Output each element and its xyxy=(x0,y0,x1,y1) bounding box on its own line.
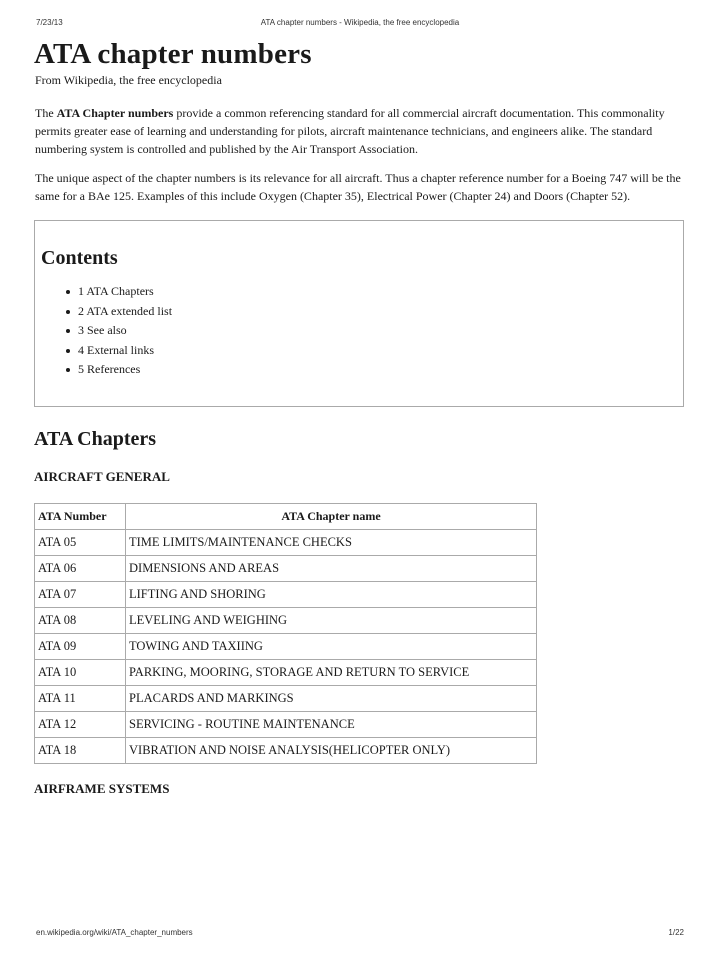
print-url: en.wikipedia.org/wiki/ATA_chapter_numbers xyxy=(36,928,193,937)
toc-title: Contents xyxy=(41,247,118,269)
page-title: ATA chapter numbers xyxy=(34,38,312,70)
toc-list xyxy=(41,282,683,380)
table-row xyxy=(35,660,537,686)
chapter-name-cell: DIMENSIONS AND AREAS xyxy=(126,556,537,582)
chapter-name-cell: PLACARDS AND MARKINGS xyxy=(126,686,537,712)
table-row xyxy=(35,530,537,556)
subheading-aircraft-general: AIRCRAFT GENERAL xyxy=(34,469,170,484)
header-ata-chapter-name: ATA Chapter name xyxy=(126,504,537,530)
toc-item-references[interactable]: 5 References xyxy=(78,360,683,380)
print-header xyxy=(36,18,684,30)
ata-number-cell: ATA 12 xyxy=(35,712,126,738)
table-row xyxy=(35,556,537,582)
toc-item-see-also[interactable]: 3 See also xyxy=(78,321,683,341)
table-row xyxy=(35,582,537,608)
ata-number-cell: ATA 10 xyxy=(35,660,126,686)
table-row xyxy=(35,712,537,738)
table-header-row xyxy=(35,504,537,530)
chapter-name-cell: TOWING AND TAXIING xyxy=(126,634,537,660)
subheading-airframe-systems: AIRFRAME SYSTEMS xyxy=(34,781,170,796)
toc-item-external-links[interactable]: 4 External links xyxy=(78,341,683,361)
print-footer xyxy=(36,928,684,940)
article-content xyxy=(34,34,686,798)
toc-item-ata-chapters[interactable]: 1 ATA Chapters xyxy=(78,282,683,302)
intro-paragraph xyxy=(35,104,686,158)
chapter-name-cell: LIFTING AND SHORING xyxy=(126,582,537,608)
chapter-name-cell: TIME LIMITS/MAINTENANCE CHECKS xyxy=(126,530,537,556)
ata-number-cell: ATA 11 xyxy=(35,686,126,712)
ata-number-cell: ATA 18 xyxy=(35,738,126,764)
table-of-contents xyxy=(34,220,684,407)
ata-number-cell: ATA 06 xyxy=(35,556,126,582)
second-paragraph: The unique aspect of the chapter numbers is its relevance for all aircraft. Thus a chapter reference number for a Boeing 747 will be the same for a BAe 125. Examples of this include Oxygen (Chapter 35), Electrical Power (Chapter 24) and Doors (Chapter 52). xyxy=(35,171,681,203)
ata-number-cell: ATA 09 xyxy=(35,634,126,660)
ata-chapters-table xyxy=(34,503,537,764)
chapter-name-cell: VIBRATION AND NOISE ANALYSIS(HELICOPTER ONLY) xyxy=(126,738,537,764)
table-row xyxy=(35,738,537,764)
header-ata-number: ATA Number xyxy=(35,504,126,530)
toc-item-ata-extended-list[interactable]: 2 ATA extended list xyxy=(78,302,683,322)
ata-number-cell: ATA 08 xyxy=(35,608,126,634)
from-line: From Wikipedia, the free encyclopedia xyxy=(35,73,222,87)
table-row xyxy=(35,686,537,712)
section-title: ATA Chapters xyxy=(34,428,157,450)
chapter-name-cell: PARKING, MOORING, STORAGE AND RETURN TO SERVICE xyxy=(126,660,537,686)
intro-rest: provide a common referencing standard for all commercial aircraft documentation. This commonality permits greater ease of learning and understanding for pilots, aircraft maintenance technicians, and engineers alike. The standard numbering system is controlled and published by the Air Transport Association. xyxy=(35,106,665,156)
intro-lead: The xyxy=(35,106,57,120)
intro-bold-term: ATA Chapter numbers xyxy=(56,106,174,120)
chapter-name-cell: LEVELING AND WEIGHING xyxy=(126,608,537,634)
ata-number-cell: ATA 05 xyxy=(35,530,126,556)
print-date: 7/23/13 xyxy=(36,18,63,27)
print-doc-title: ATA chapter numbers - Wikipedia, the free encyclopedia xyxy=(260,18,460,27)
chapter-name-cell: SERVICING - ROUTINE MAINTENANCE xyxy=(126,712,537,738)
table-row xyxy=(35,608,537,634)
print-page-number: 1/22 xyxy=(668,928,684,937)
ata-number-cell: ATA 07 xyxy=(35,582,126,608)
table-row xyxy=(35,634,537,660)
